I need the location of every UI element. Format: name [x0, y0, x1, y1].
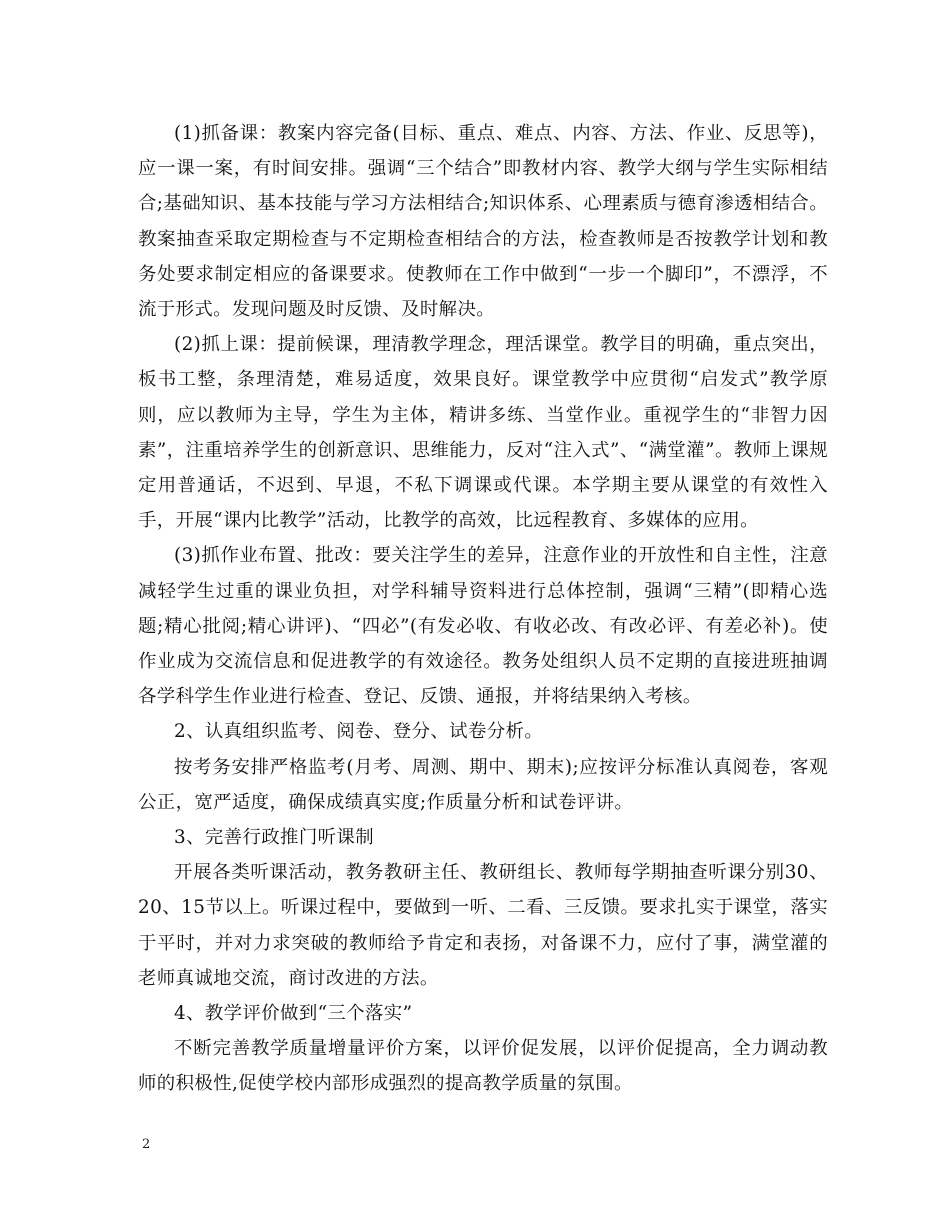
paragraph-lesson-prep: (1)抓备课：教案内容完备(目标、重点、难点、内容、方法、作业、反思等)，应一课一案，有时间安排。强调“三个结合”即教材内容、教学大纲与学生实际相结合;基础知识、基本技能与学习方法相结合;知识体系、心理素质与德育渗透相结合。教案抽查采取定期检查与不定期检查相结合的方法，检查教师是否按教学计划和教务处要求制定相应的备课要求。使教师在工作中做到“一步一个脚印”，不漂浮，不流于形式。发现问题及时反馈、及时解决。 [138, 123, 828, 321]
paragraph-homework: (3)抓作业布置、批改：要关注学生的差异，注意作业的开放性和自主性，注意减轻学生过重的课业负担，对学科辅导资料进行总体控制，强调“三精”(即精心选题;精心批阅;精心讲评)、“四必”(有发必收、有收必改、有改必评、有差必补)。使作业成为交流信息和促进教学的有效途径。教务处组织人员不定期的直接进班抽调各学科学生作业进行检查、登记、反馈、通报，并将结果纳入考核。 [138, 545, 828, 708]
heading-teaching-evaluation: 4、教学评价做到“三个落实” [174, 1003, 413, 1025]
paragraph-exam-details: 按考务安排严格监考(月考、周测、期中、期末);应按评分标准认真阅卷，客观公正，宽严适度，确保成绩真实度;作质量分析和试卷评讲。 [138, 756, 828, 813]
paragraph-lesson-observation: 开展各类听课活动，教务教研主任、教研组长、教师每学期抽查听课分别30、20、15节以上。听课过程中，要做到一听、二看、三反馈。要求扎实于课堂，落实于平时，并对力求突破的教师给予肯定和表扬，对备课不力，应付了事，满堂灌的老师真诚地交流，商讨改进的方法。 [138, 862, 828, 989]
page-number: 2 [142, 1137, 151, 1152]
heading-exam-organization: 2、认真组织监考、阅卷、登分、试卷分析。 [174, 721, 544, 743]
heading-lesson-observation: 3、完善行政推门听课制 [174, 827, 375, 849]
paragraph-teaching-evaluation: 不断完善教学质量增量评价方案，以评价促发展，以评价促提高，全力调动教师的积极性,促使学校内部形成强烈的提高教学质量的氛围。 [138, 1038, 828, 1095]
body-text [138, 116, 828, 1102]
paragraph-class-teaching: (2)抓上课：提前候课，理清教学理念，理活课堂。教学目的明确，重点突出，板书工整，条理清楚，难易适度，效果良好。课堂教学中应贯彻“启发式”教学原则，应以教师为主导，学生为主体，精讲多练、当堂作业。重视学生的“非智力因素”，注重培养学生的创新意识、思维能力，反对“注入式”、“满堂灌”。教师上课规定用普通话，不迟到、早退，不私下调课或代课。本学期主要从课堂的有效性入手，开展“课内比教学”活动，比教学的高效，比远程教育、多媒体的应用。 [138, 334, 828, 532]
